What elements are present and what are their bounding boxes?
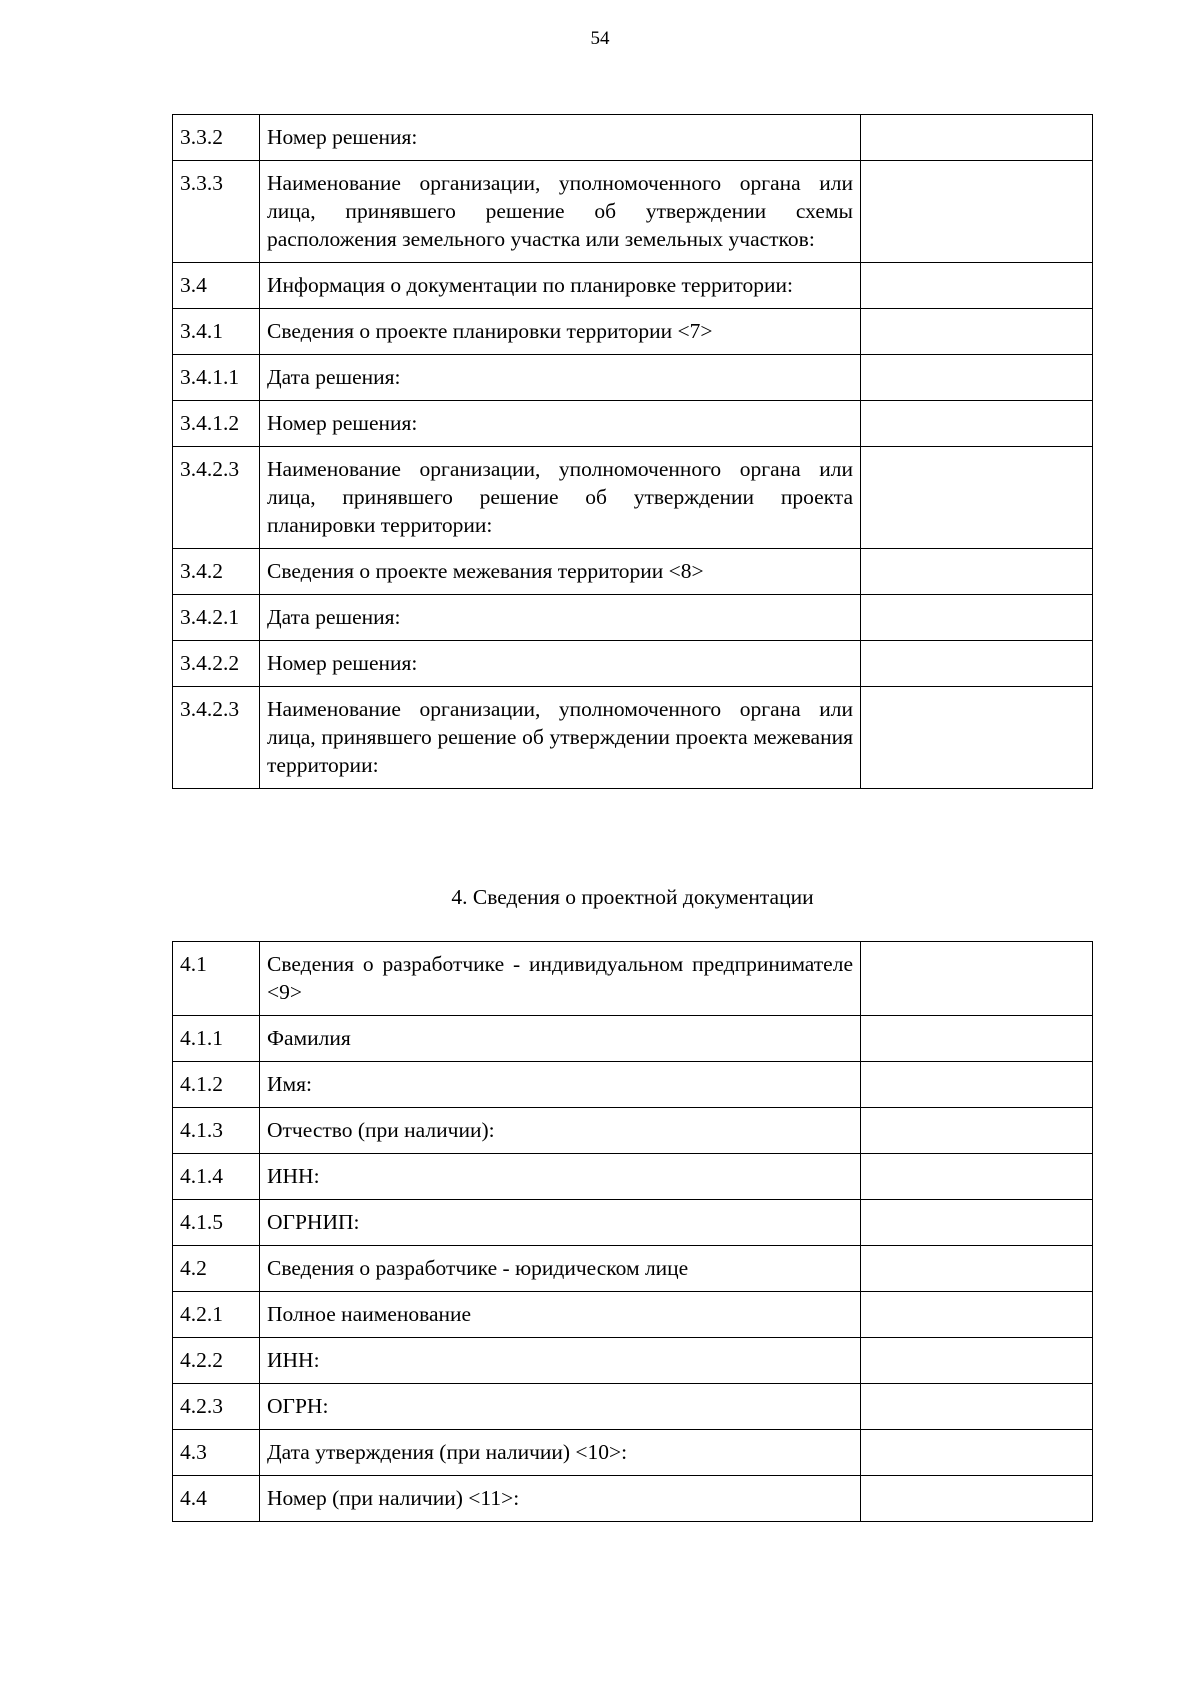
row-label: Полное наименование [260, 1292, 861, 1338]
row-number: 4.1.3 [173, 1108, 260, 1154]
table-row [173, 115, 1093, 161]
row-label: Дата решения: [260, 355, 861, 401]
row-value-field[interactable] [861, 355, 1093, 401]
row-number: 3.3.2 [173, 115, 260, 161]
row-value-field[interactable] [861, 1062, 1093, 1108]
table-row [173, 641, 1093, 687]
row-label: Сведения о проекте планировки территории <7> [260, 309, 861, 355]
row-number: 4.3 [173, 1430, 260, 1476]
row-label: Номер (при наличии) <11>: [260, 1476, 861, 1522]
row-number: 4.2.1 [173, 1292, 260, 1338]
row-value-field[interactable] [861, 1292, 1093, 1338]
row-label: ИНН: [260, 1154, 861, 1200]
row-value-field[interactable] [861, 942, 1093, 1016]
row-value-field[interactable] [861, 1200, 1093, 1246]
row-number: 4.1.4 [173, 1154, 260, 1200]
table-row [173, 1292, 1093, 1338]
row-label: Дата утверждения (при наличии) <10>: [260, 1430, 861, 1476]
page-number: 54 [590, 28, 610, 49]
row-number: 3.4.1.1 [173, 355, 260, 401]
table-row [173, 942, 1093, 1016]
table-row [173, 1384, 1093, 1430]
row-number: 3.4.2 [173, 549, 260, 595]
table-row [173, 1338, 1093, 1384]
row-label: ОГРНИП: [260, 1200, 861, 1246]
row-value-field[interactable] [861, 549, 1093, 595]
section-heading: 4. Сведения о проектной документации [451, 885, 814, 909]
row-label: Наименование организации, уполномоченного органа или лица, принявшего решение об утверждении схемы расположения земельного участка или земельных участков: [260, 161, 861, 263]
row-value-field[interactable] [861, 1384, 1093, 1430]
row-number: 3.4.2.3 [173, 687, 260, 789]
row-number: 3.3.3 [173, 161, 260, 263]
row-number: 3.4.2.1 [173, 595, 260, 641]
row-value-field[interactable] [861, 115, 1093, 161]
row-value-field[interactable] [861, 1016, 1093, 1062]
row-value-field[interactable] [861, 1338, 1093, 1384]
table-row [173, 309, 1093, 355]
row-value-field[interactable] [861, 161, 1093, 263]
row-label: Сведения о разработчике - индивидуальном предпринимателе <9> [260, 942, 861, 1016]
table-row [173, 161, 1093, 263]
row-value-field[interactable] [861, 447, 1093, 549]
row-value-field[interactable] [861, 595, 1093, 641]
row-number: 4.2 [173, 1246, 260, 1292]
row-value-field[interactable] [861, 401, 1093, 447]
row-number: 4.1.5 [173, 1200, 260, 1246]
row-label: Номер решения: [260, 115, 861, 161]
table-row [173, 1108, 1093, 1154]
row-value-field[interactable] [861, 263, 1093, 309]
row-label: Наименование организации, уполномоченного органа или лица, принявшего решение об утверждении проекта планировки территории: [260, 447, 861, 549]
row-label: Сведения о разработчике - юридическом лице [260, 1246, 861, 1292]
row-number: 4.1.1 [173, 1016, 260, 1062]
row-label: Дата решения: [260, 595, 861, 641]
row-label: Номер решения: [260, 401, 861, 447]
row-number: 3.4.1 [173, 309, 260, 355]
table-row [173, 1016, 1093, 1062]
row-label: Наименование организации, уполномоченного органа или лица, принявшего решение об утверждении проекта межевания территории: [260, 687, 861, 789]
row-value-field[interactable] [861, 641, 1093, 687]
row-label: Номер решения: [260, 641, 861, 687]
table-row [173, 1200, 1093, 1246]
table-row [173, 1246, 1093, 1292]
row-value-field[interactable] [861, 309, 1093, 355]
row-value-field[interactable] [861, 1108, 1093, 1154]
row-label: Информация о документации по планировке территории: [260, 263, 861, 309]
row-number: 4.2.2 [173, 1338, 260, 1384]
table-row [173, 549, 1093, 595]
table-row [173, 1430, 1093, 1476]
section-4-table [172, 941, 1093, 1522]
row-number: 3.4 [173, 263, 260, 309]
row-number: 3.4.2.2 [173, 641, 260, 687]
row-label: ОГРН: [260, 1384, 861, 1430]
table-row [173, 355, 1093, 401]
table-row [173, 263, 1093, 309]
row-value-field[interactable] [861, 1246, 1093, 1292]
row-label: Сведения о проекте межевания территории <8> [260, 549, 861, 595]
table-row [173, 1154, 1093, 1200]
row-label: Отчество (при наличии): [260, 1108, 861, 1154]
row-value-field[interactable] [861, 1154, 1093, 1200]
row-value-field[interactable] [861, 1430, 1093, 1476]
row-label: Имя: [260, 1062, 861, 1108]
table-row [173, 447, 1093, 549]
row-number: 3.4.2.3 [173, 447, 260, 549]
table-row [173, 687, 1093, 789]
row-number: 4.2.3 [173, 1384, 260, 1430]
row-number: 4.4 [173, 1476, 260, 1522]
row-number: 4.1.2 [173, 1062, 260, 1108]
table-row [173, 1476, 1093, 1522]
table-row [173, 595, 1093, 641]
row-label: ИНН: [260, 1338, 861, 1384]
row-value-field[interactable] [861, 1476, 1093, 1522]
table-row [173, 1062, 1093, 1108]
section-3-table [172, 114, 1093, 789]
row-number: 4.1 [173, 942, 260, 1016]
row-value-field[interactable] [861, 687, 1093, 789]
table-row [173, 401, 1093, 447]
row-label: Фамилия [260, 1016, 861, 1062]
row-number: 3.4.1.2 [173, 401, 260, 447]
